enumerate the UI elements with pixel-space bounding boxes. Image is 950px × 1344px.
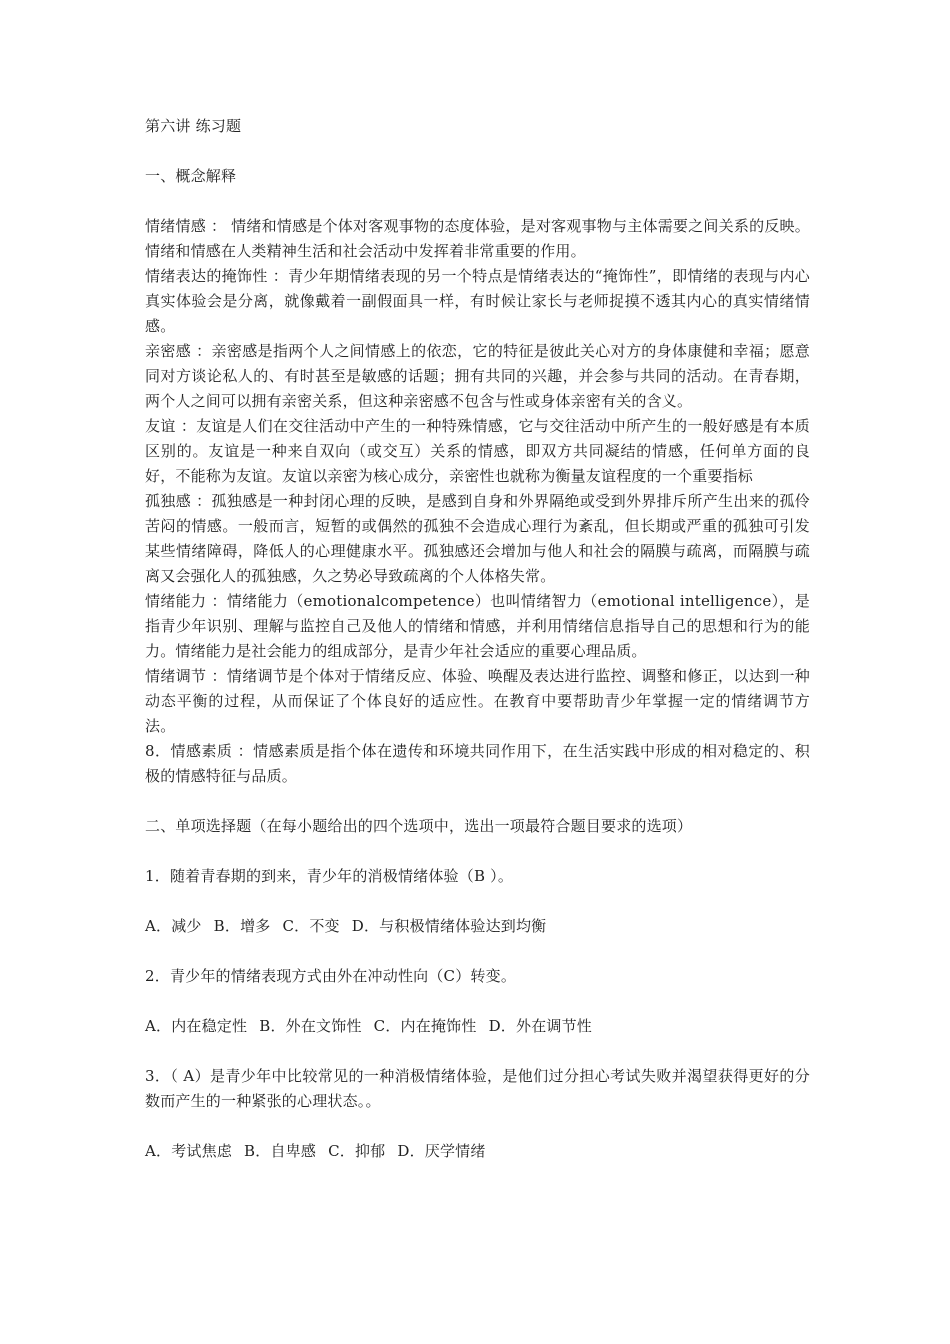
option-c: C．内在掩饰性 xyxy=(373,1017,477,1035)
definition-term: 孤独感 xyxy=(145,492,192,510)
option-d: D．外在调节性 xyxy=(488,1017,592,1035)
question-3-options xyxy=(145,1139,810,1164)
definition-item: 情绪情感 ： 情绪和情感是个体对客观事物的态度体验，是对客观事物与主体需要之间关系的反映。情绪和情感在人类精神生活和社会活动中发挥着非常重要的作用。 xyxy=(145,217,810,260)
definition-term: 情绪表达的掩饰性 xyxy=(145,267,268,285)
definition-text: 情绪调节是个体对于情绪反应、体验、唤醒及表达进行监控、调整和修正，以达到一种动态平衡的过程，从而保证了个体良好的适应性。在教育中要帮助青少年掌握一定的情绪调节方法。 xyxy=(145,667,810,735)
definition-text: 情绪和情感是个体对客观事物的态度体验，是对客观事物与主体需要之间关系的反映。情绪和情感在人类精神生活和社会活动中发挥着非常重要的作用。 xyxy=(145,217,810,260)
definition-text: 青少年期情绪表现的另一个特点是情绪表达的“掩饰性”，即情绪的表现与内心真实体验会是分离，就像戴着一副假面具一样，有时候让家长与老师捉摸不透其内心的真实情绪情感。 xyxy=(145,267,810,335)
definition-item: 情绪表达的掩饰性 ：青少年期情绪表现的另一个特点是情绪表达的“掩饰性”，即情绪的表现与内心真实体验会是分离，就像戴着一副假面具一样，有时候让家长与老师捉摸不透其内心的真实情绪情感。 xyxy=(145,267,810,335)
definition-text: 情绪能力（emotionalcompetence）也叫情绪智力（emotional intelligence），是指青少年识别、理解与监控自己及他人的情绪和情感，并利用情绪信息指导自己的思想和行为的能力。情绪能力是社会能力的组成部分，是青少年社会适应的重要心理品质。 xyxy=(145,592,810,660)
question-2-options xyxy=(145,1014,810,1039)
option-a: A．考试焦虑 xyxy=(145,1142,233,1160)
option-a: A．内在稳定性 xyxy=(145,1017,248,1035)
definition-item: 情绪调节 ：情绪调节是个体对于情绪反应、体验、唤醒及表达进行监控、调整和修正，以达到一种动态平衡的过程，从而保证了个体良好的适应性。在教育中要帮助青少年掌握一定的情绪调节方法。 xyxy=(145,667,810,735)
definition-term: 情绪调节 xyxy=(145,667,207,685)
option-c: C．抑郁 xyxy=(328,1142,386,1160)
question-1: 1．随着青春期的到来，青少年的消极情绪体验（B ）。 xyxy=(145,867,514,885)
definition-term: 情绪情感 xyxy=(145,217,206,235)
definition-item: 友谊 ：友谊是人们在交往活动中产生的一种特殊情感，它与交往活动中所产生的一般好感是有本质区别的。友谊是一种来自双向（或交互）关系的情感，即双方共同凝结的情感，任何单方面的良好，不能称为友谊。友谊以亲密为核心成分，亲密性也就称为衡量友谊程度的一个重要指标 xyxy=(145,417,810,485)
option-b: B．增多 xyxy=(213,917,271,935)
definition-term: 友谊 xyxy=(145,417,176,435)
option-a: A．减少 xyxy=(145,917,202,935)
definition-term: 亲密感 xyxy=(145,342,192,360)
option-d: D．与积极情绪体验达到均衡 xyxy=(351,917,547,935)
section-heading-choice: 二、单项选择题（在每小题给出的四个选项中，选出一项最符合题目要求的选项） xyxy=(145,817,693,835)
section-heading-concepts: 一、概念解释 xyxy=(145,167,237,185)
option-c: C．不变 xyxy=(282,917,340,935)
question-1-options xyxy=(145,914,810,939)
definition-item: 情绪能力 ：情绪能力（emotionalcompetence）也叫情绪智力（emotional intelligence），是指青少年识别、理解与监控自己及他人的情绪和情感，并利用情绪信息指导自己的思想和行为的能力。情绪能力是社会能力的组成部分，是青少年社会适应的重要心理品质。 xyxy=(145,592,810,660)
definition-term: 8．情感素质 xyxy=(145,742,233,760)
option-b: B．自卑感 xyxy=(244,1142,317,1160)
question-3: 3．（ A）是青少年中比较常见的一种消极情绪体验，是他们过分担心考试失败并渴望获得更好的分数而产生的一种紧张的心理状态。。 xyxy=(145,1067,810,1110)
option-b: B．外在文饰性 xyxy=(259,1017,362,1035)
definition-text: 亲密感是指两个人之间情感上的依恋，它的特征是彼此关心对方的身体康健和幸福；愿意同对方谈论私人的、有时甚至是敏感的话题；拥有共同的兴趣，并会参与共同的活动。在青春期，两个人之间可以拥有亲密关系，但这种亲密感不包含与性或身体亲密有关的含义。 xyxy=(145,342,810,410)
question-2: 2．青少年的情绪表现方式由外在冲动性向（C）转变。 xyxy=(145,967,517,985)
definition-item: 8．情感素质 ：情感素质是指个体在遗传和环境共同作用下，在生活实践中形成的相对稳定的、积极的情感特征与品质。 xyxy=(145,742,810,785)
definition-text: 情感素质是指个体在遗传和环境共同作用下，在生活实践中形成的相对稳定的、积极的情感特征与品质。 xyxy=(145,742,810,785)
definition-list xyxy=(145,214,810,789)
definition-text: 友谊是人们在交往活动中产生的一种特殊情感，它与交往活动中所产生的一般好感是有本质区别的。友谊是一种来自双向（或交互）关系的情感，即双方共同凝结的情感，任何单方面的良好，不能称为友谊。友谊以亲密为核心成分，亲密性也就称为衡量友谊程度的一个重要指标 xyxy=(145,417,810,485)
page-title: 第六讲 练习题 xyxy=(145,117,242,135)
definition-term: 情绪能力 xyxy=(145,592,207,610)
definition-item: 亲密感 ：亲密感是指两个人之间情感上的依恋，它的特征是彼此关心对方的身体康健和幸福；愿意同对方谈论私人的、有时甚至是敏感的话题；拥有共同的兴趣，并会参与共同的活动。在青春期，两个人之间可以拥有亲密关系，但这种亲密感不包含与性或身体亲密有关的含义。 xyxy=(145,342,810,410)
option-d: D．厌学情绪 xyxy=(397,1142,486,1160)
document-page xyxy=(145,114,810,1189)
definition-item: 孤独感 ：孤独感是一种封闭心理的反映，是感到自身和外界隔绝或受到外界排斥所产生出来的孤伶苦闷的情感。一般而言，短暂的或偶然的孤独不会造成心理行为紊乱，但长期或严重的孤独可引发某些情绪障碍，降低人的心理健康水平。孤独感还会增加与他人和社会的隔膜与疏离，而隔膜与疏离又会强化人的孤独感，久之势必导致疏离的个人体格失常。 xyxy=(145,492,810,585)
definition-text: 孤独感是一种封闭心理的反映，是感到自身和外界隔绝或受到外界排斥所产生出来的孤伶苦闷的情感。一般而言，短暂的或偶然的孤独不会造成心理行为紊乱，但长期或严重的孤独可引发某些情绪障碍，降低人的心理健康水平。孤独感还会增加与他人和社会的隔膜与疏离，而隔膜与疏离又会强化人的孤独感，久之势必导致疏离的个人体格失常。 xyxy=(145,492,810,585)
